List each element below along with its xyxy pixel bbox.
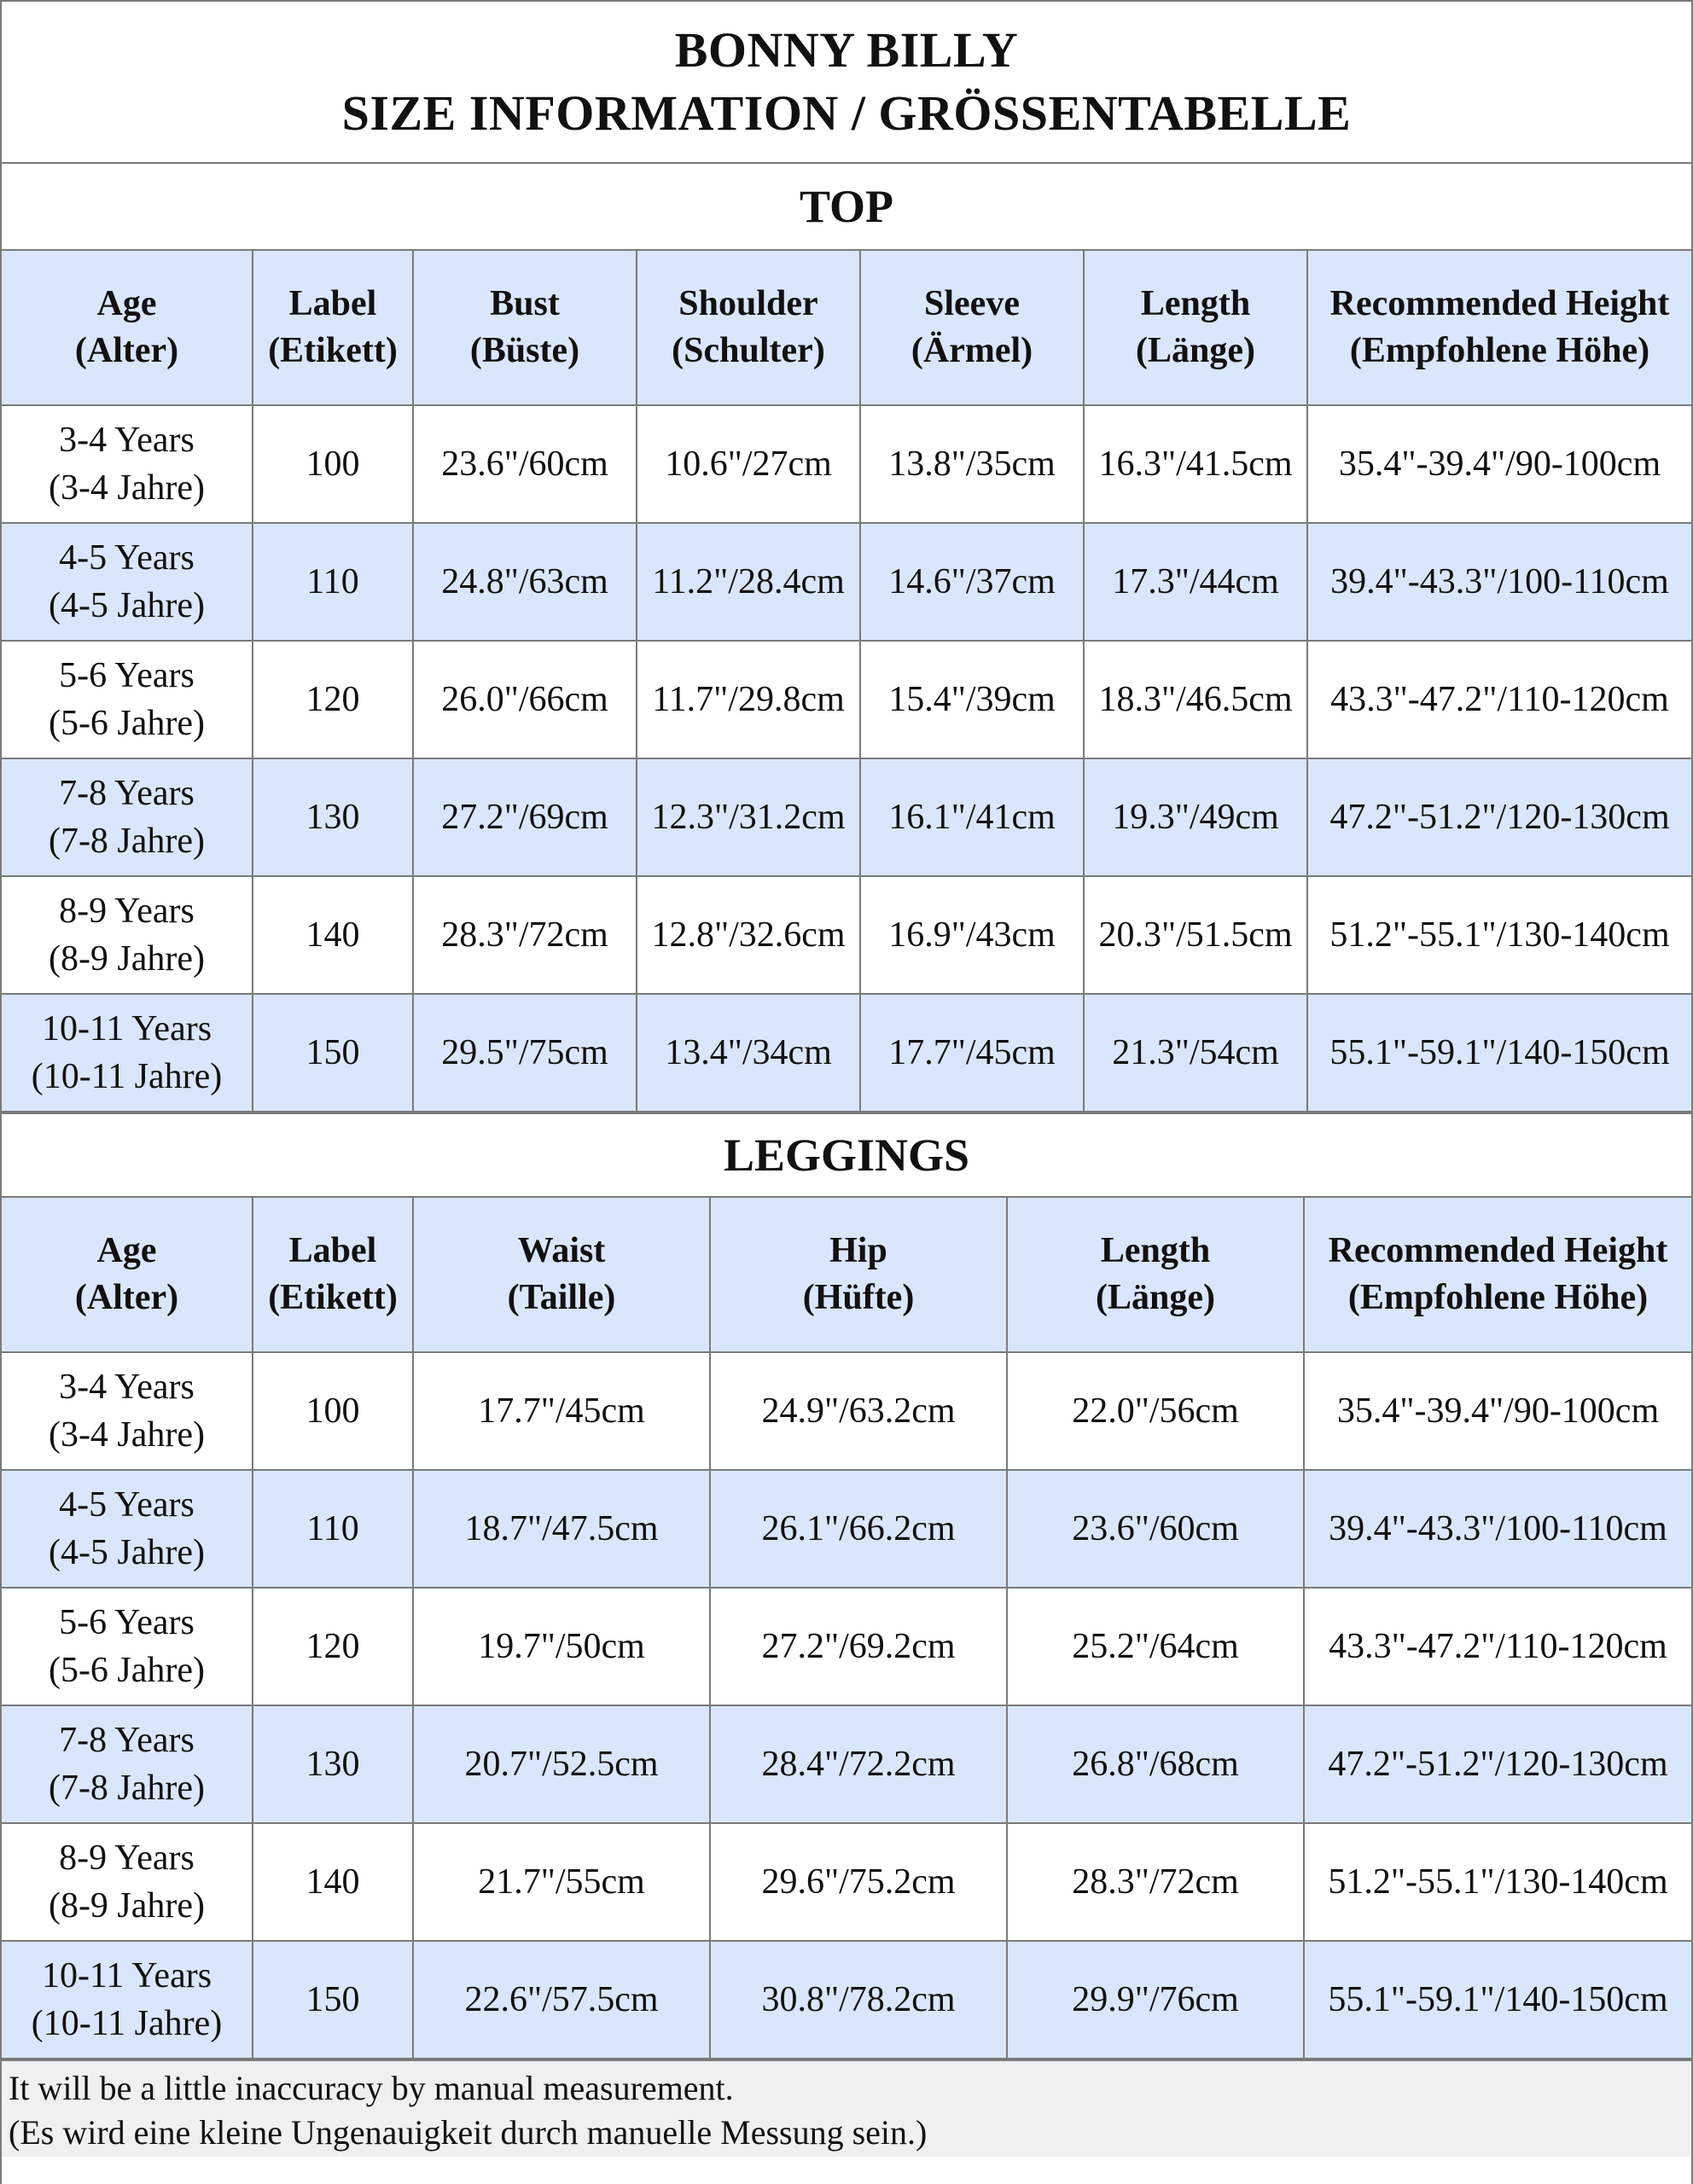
age-english: 7-8 Years [59, 774, 195, 813]
measurement-cell: 43.3"-47.2"/110-120cm [1304, 1588, 1691, 1705]
age-cell [2, 994, 253, 1112]
age-german: (4-5 Jahre) [48, 586, 206, 625]
age-cell [2, 641, 253, 758]
measurement-cell: 17.7"/45cm [413, 1352, 710, 1470]
table-row [2, 523, 1691, 641]
age-cell [2, 758, 253, 876]
measurement-cell: 35.4"-39.4"/90-100cm [1304, 1352, 1691, 1470]
header-row [2, 251, 1691, 405]
table-row [2, 1588, 1691, 1705]
column-header [860, 251, 1084, 405]
measurement-cell: 17.3"/44cm [1084, 523, 1307, 641]
measurement-cell: 12.3"/31.2cm [637, 758, 860, 876]
measurement-cell: 23.6"/60cm [413, 405, 637, 523]
age-german: (10-11 Jahre) [31, 1057, 223, 1096]
leggings-size-table [2, 1198, 1691, 2059]
age-english: 5-6 Years [59, 1603, 195, 1642]
leggings-table-body [2, 1352, 1691, 2059]
leggings-section-heading: LEGGINGS [2, 1112, 1691, 1198]
column-header-english: Age [96, 1231, 157, 1270]
age-english: 4-5 Years [59, 538, 195, 578]
column-header [637, 251, 860, 405]
age-cell [2, 405, 253, 523]
column-header-german: (Etikett) [268, 1278, 398, 1317]
table-row [2, 994, 1691, 1112]
label-cell: 110 [253, 523, 413, 641]
age-english: 7-8 Years [59, 1721, 195, 1760]
column-header [1304, 1198, 1691, 1352]
measurement-cell: 17.7"/45cm [860, 994, 1084, 1112]
measurement-cell: 28.3"/72cm [1007, 1823, 1304, 1941]
top-table-header [2, 251, 1691, 405]
measurement-cell: 51.2"-55.1"/130-140cm [1307, 876, 1691, 994]
measurement-cell: 29.9"/76cm [1007, 1941, 1304, 2059]
column-header [1307, 251, 1691, 405]
measurement-cell: 35.4"-39.4"/90-100cm [1307, 405, 1691, 523]
column-header [413, 1198, 710, 1352]
brand-title: BONNY BILLY [674, 22, 1019, 78]
measurement-cell: 20.7"/52.5cm [413, 1705, 710, 1823]
age-english: 10-11 Years [41, 1009, 212, 1048]
measurement-note-german: (Es wird eine kleine Ungenauigkeit durch manuelle Messung sein.) [9, 2113, 928, 2152]
measurement-cell: 47.2"-51.2"/120-130cm [1307, 758, 1691, 876]
measurement-cell: 24.8"/63cm [413, 523, 637, 641]
measurement-cell: 21.7"/55cm [413, 1823, 710, 1941]
column-header-german: (Büste) [469, 331, 580, 370]
measurement-cell: 51.2"-55.1"/130-140cm [1304, 1823, 1691, 1941]
measurement-cell: 11.2"/28.4cm [637, 523, 860, 641]
age-cell [2, 523, 253, 641]
column-header-english: Waist [517, 1231, 606, 1270]
measurement-note [2, 2059, 1691, 2157]
measurement-cell: 39.4"-43.3"/100-110cm [1304, 1470, 1691, 1588]
measurement-cell: 28.3"/72cm [413, 876, 637, 994]
age-cell [2, 1941, 253, 2059]
measurement-cell: 29.5"/75cm [413, 994, 637, 1112]
measurement-cell: 12.8"/32.6cm [637, 876, 860, 994]
column-header-english: Label [288, 284, 377, 323]
measurement-cell: 10.6"/27cm [637, 405, 860, 523]
top-section-heading: TOP [2, 164, 1691, 251]
age-english: 3-4 Years [59, 1368, 195, 1407]
column-header-german: (Schulter) [672, 331, 825, 370]
measurement-cell: 19.7"/50cm [413, 1588, 710, 1705]
age-english: 5-6 Years [59, 656, 195, 695]
label-cell: 140 [253, 876, 413, 994]
column-header-english: Hip [829, 1231, 887, 1270]
measurement-cell: 23.6"/60cm [1007, 1470, 1304, 1588]
label-cell: 120 [253, 1588, 413, 1705]
measurement-cell: 11.7"/29.8cm [637, 641, 860, 758]
column-header [253, 1198, 413, 1352]
column-header-english: Recommended Height [1328, 1231, 1668, 1270]
measurement-cell: 20.3"/51.5cm [1084, 876, 1307, 994]
table-row [2, 641, 1691, 758]
measurement-cell: 27.2"/69.2cm [710, 1588, 1007, 1705]
label-cell: 140 [253, 1823, 413, 1941]
column-header [2, 251, 253, 405]
measurement-cell: 28.4"/72.2cm [710, 1705, 1007, 1823]
table-row [2, 1352, 1691, 1470]
label-cell: 120 [253, 641, 413, 758]
measurement-cell: 25.2"/64cm [1007, 1588, 1304, 1705]
label-cell: 130 [253, 1705, 413, 1823]
age-german: (5-6 Jahre) [48, 1651, 206, 1690]
age-english: 4-5 Years [59, 1485, 195, 1525]
measurement-cell: 26.8"/68cm [1007, 1705, 1304, 1823]
column-header-english: Recommended Height [1329, 284, 1670, 323]
column-header [253, 251, 413, 405]
top-size-table [2, 251, 1691, 1112]
measurement-cell: 16.9"/43cm [860, 876, 1084, 994]
measurement-cell: 30.8"/78.2cm [710, 1941, 1007, 2059]
header-row [2, 1198, 1691, 1352]
age-cell [2, 1823, 253, 1941]
measurement-cell: 27.2"/69cm [413, 758, 637, 876]
column-header-german: (Empfohlene Höhe) [1347, 1278, 1649, 1317]
column-header-german: (Alter) [74, 331, 179, 370]
age-german: (3-4 Jahre) [48, 1415, 206, 1455]
measurement-cell: 13.8"/35cm [860, 405, 1084, 523]
column-header-german: (Länge) [1096, 1278, 1215, 1317]
column-header-english: Label [288, 1231, 377, 1270]
column-header-english: Sleeve [924, 284, 1020, 323]
age-english: 10-11 Years [41, 1956, 212, 1995]
label-cell: 100 [253, 1352, 413, 1470]
column-header-german: (Ärmel) [910, 331, 1033, 370]
chart-title: SIZE INFORMATION / GRÖSSENTABELLE [341, 85, 1352, 141]
label-cell: 150 [253, 994, 413, 1112]
measurement-cell: 26.0"/66cm [413, 641, 637, 758]
age-english: 8-9 Years [59, 892, 195, 931]
table-row [2, 1941, 1691, 2059]
table-row [2, 1705, 1691, 1823]
column-header-english: Age [96, 284, 157, 323]
age-cell [2, 1352, 253, 1470]
title-block [2, 2, 1691, 164]
measurement-cell: 21.3"/54cm [1084, 994, 1307, 1112]
measurement-cell: 24.9"/63.2cm [710, 1352, 1007, 1470]
age-english: 3-4 Years [59, 421, 195, 460]
measurement-cell: 26.1"/66.2cm [710, 1470, 1007, 1588]
column-header-english: Bust [490, 284, 560, 323]
measurement-cell: 18.7"/47.5cm [413, 1470, 710, 1588]
column-header-english: Length [1100, 1231, 1211, 1270]
age-german: (8-9 Jahre) [48, 1886, 206, 1926]
table-row [2, 1823, 1691, 1941]
column-header-english: Shoulder [678, 284, 818, 323]
measurement-cell: 55.1"-59.1"/140-150cm [1307, 994, 1691, 1112]
leggings-table-header [2, 1198, 1691, 1352]
measurement-cell: 22.0"/56cm [1007, 1352, 1304, 1470]
column-header-german: (Alter) [74, 1278, 179, 1317]
label-cell: 100 [253, 405, 413, 523]
measurement-cell: 47.2"-51.2"/120-130cm [1304, 1705, 1691, 1823]
table-row [2, 758, 1691, 876]
measurement-cell: 55.1"-59.1"/140-150cm [1304, 1941, 1691, 2059]
measurement-cell: 14.6"/37cm [860, 523, 1084, 641]
measurement-cell: 39.4"-43.3"/100-110cm [1307, 523, 1691, 641]
column-header-german: (Hüfte) [802, 1278, 915, 1317]
measurement-cell: 18.3"/46.5cm [1084, 641, 1307, 758]
column-header [1084, 251, 1307, 405]
column-header-german: (Etikett) [268, 331, 398, 370]
column-header-german: (Taille) [507, 1278, 616, 1317]
table-row [2, 405, 1691, 523]
age-cell [2, 1470, 253, 1588]
column-header [710, 1198, 1007, 1352]
age-german: (7-8 Jahre) [48, 822, 206, 861]
column-header-english: Length [1140, 284, 1251, 323]
column-header-german: (Empfohlene Höhe) [1349, 331, 1650, 370]
label-cell: 150 [253, 1941, 413, 2059]
label-cell: 110 [253, 1470, 413, 1588]
age-german: (4-5 Jahre) [48, 1533, 206, 1572]
column-header [2, 1198, 253, 1352]
measurement-cell: 22.6"/57.5cm [413, 1941, 710, 2059]
top-table-body [2, 405, 1691, 1112]
measurement-note-english: It will be a little inaccuracy by manual measurement. [9, 2069, 734, 2107]
age-german: (3-4 Jahre) [48, 468, 206, 508]
age-english: 8-9 Years [59, 1838, 195, 1878]
measurement-cell: 29.6"/75.2cm [710, 1823, 1007, 1941]
table-row [2, 876, 1691, 994]
column-header [1007, 1198, 1304, 1352]
measurement-cell: 16.3"/41.5cm [1084, 405, 1307, 523]
table-row [2, 1470, 1691, 1588]
measurement-cell: 16.1"/41cm [860, 758, 1084, 876]
age-cell [2, 1588, 253, 1705]
measurement-cell: 15.4"/39cm [860, 641, 1084, 758]
column-header [413, 251, 637, 405]
age-german: (5-6 Jahre) [48, 704, 206, 743]
label-cell: 130 [253, 758, 413, 876]
age-german: (8-9 Jahre) [48, 939, 206, 979]
age-cell [2, 876, 253, 994]
age-cell [2, 1705, 253, 1823]
age-german: (10-11 Jahre) [31, 2004, 223, 2043]
measurement-cell: 19.3"/49cm [1084, 758, 1307, 876]
measurement-cell: 13.4"/34cm [637, 994, 860, 1112]
column-header-german: (Länge) [1136, 331, 1255, 370]
measurement-cell: 43.3"-47.2"/110-120cm [1307, 641, 1691, 758]
age-german: (7-8 Jahre) [48, 1769, 206, 1808]
